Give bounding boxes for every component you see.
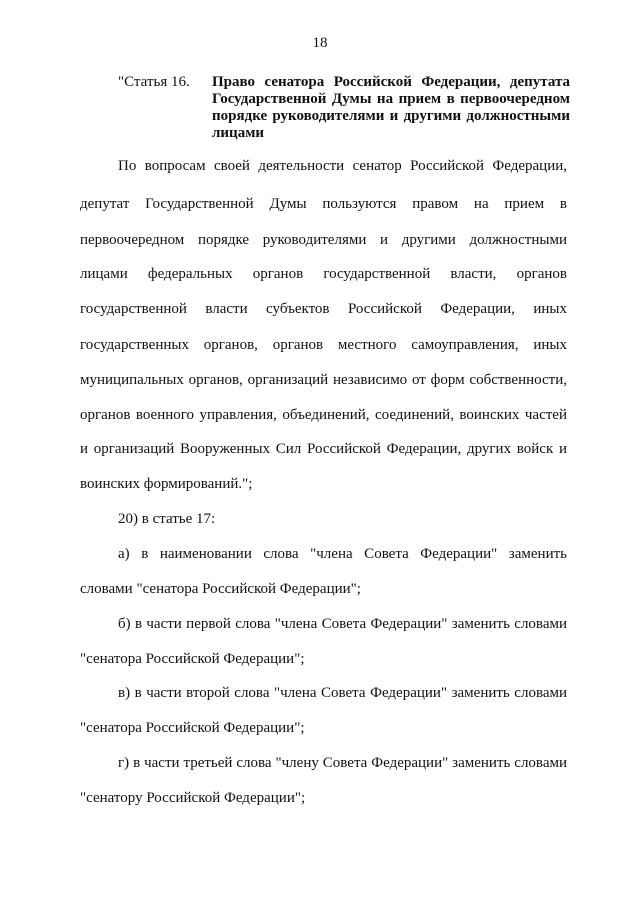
list-item-line: в) в части второй слова "члена Совета Федерации" заменить словами	[118, 685, 567, 701]
paragraph-line: депутат Государственной Думы пользуются правом на прием в	[80, 196, 567, 212]
paragraph-line: органов военного управления, объединений, соединений, воинских частей	[80, 407, 567, 423]
list-heading: 20) в статье 17:	[118, 511, 216, 527]
list-item-line: "сенатору Российской Федерации";	[80, 790, 306, 806]
article-label: "Статья 16.	[118, 74, 190, 90]
paragraph-line: лицами федеральных органов государственной власти, органов	[80, 266, 567, 282]
paragraph-line: воинских формирований.";	[80, 476, 253, 492]
list-item-line: "сенатора Российской Федерации";	[80, 651, 305, 667]
list-item-line: б) в части первой слова "члена Совета Федерации" заменить словами	[118, 616, 567, 632]
paragraph-line: государственной власти субъектов Российской Федерации, иных	[80, 301, 567, 317]
paragraph-line: По вопросам своей деятельности сенатор Российской Федерации,	[118, 158, 567, 174]
page-number: 18	[312, 35, 328, 51]
list-item-line: "сенатора Российской Федерации";	[80, 720, 305, 736]
list-item-line: словами "сенатора Российской Федерации";	[80, 581, 361, 597]
paragraph-line: первоочередном порядке руководителями и другими должностными	[80, 232, 567, 248]
paragraph-line: муниципальных органов, организаций независимо от форм собственности,	[80, 372, 567, 388]
list-item-line: а) в наименовании слова "члена Совета Федерации" заменить	[118, 546, 567, 562]
article-title: Право сенатора Российской Федерации, депутата Государственной Думы на прием в первоочередном порядке руководителями и другими должностными лицами	[212, 74, 570, 141]
list-item-line: г) в части третьей слова "члену Совета Федерации" заменить словами	[118, 755, 567, 771]
paragraph-line: государственных органов, органов местного самоуправления, иных	[80, 337, 567, 353]
paragraph-line: и организаций Вооруженных Сил Российской Федерации, других войск и	[80, 441, 567, 457]
